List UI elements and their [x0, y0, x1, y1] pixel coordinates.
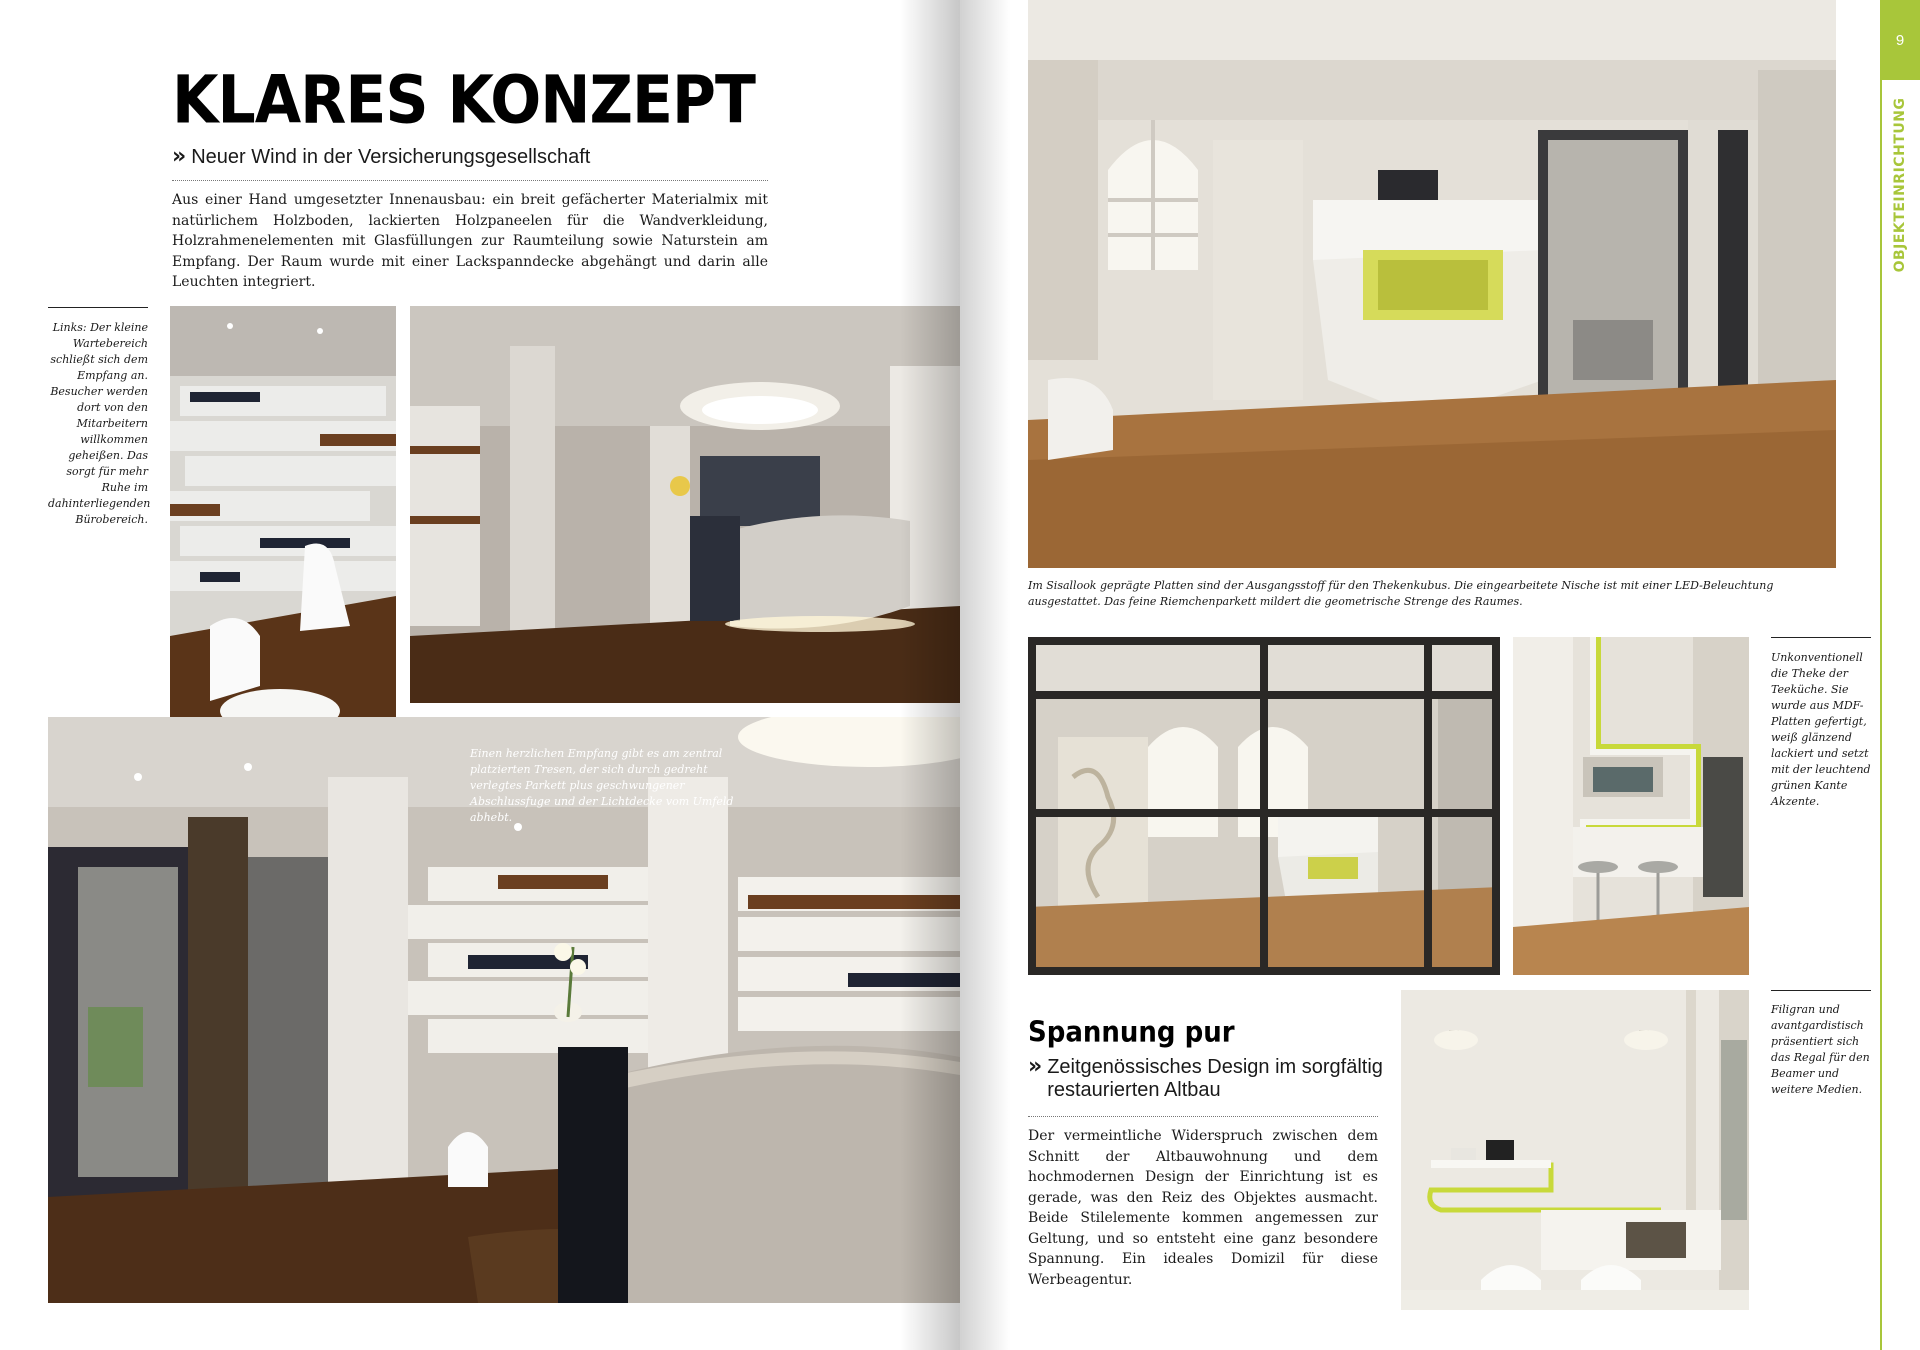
- section-tab: [1880, 0, 1920, 1350]
- section-subheadline-text: Zeitgenössisches Design im sorgfältig restaurierten Altbau: [1047, 1056, 1383, 1101]
- caption-reception-counter: Einen herzlichen Empfang gibt es am zentral platzierten Tresen, der sich durch gedreht verlegtes Parkett plus geschwungener Abschlussfuge und der Lichtdecke vom Umfeld abhebt.: [470, 747, 734, 824]
- page-gutter-shadow: [900, 0, 960, 1350]
- dotted-divider: [172, 180, 768, 181]
- intro-paragraph: Aus einer Hand umgesetzter Innenausbau: ein breit gefächerter Materialmix mit natürlichem Holzboden, lackierten Holzpaneelen für die Wandverkleidung, Holzrahmenelementen mit Glasfüllungen zur Raumteilung sowie Naturstein am Empfang. Der Raum wurde mit einer Lackspanndecke abgehängt und darin alle Leuchten integriert.: [172, 192, 768, 290]
- section-heading: Spannung pur: [1028, 1016, 1235, 1049]
- subheadline: [172, 146, 590, 169]
- page-number: 9: [1880, 0, 1920, 80]
- caption-rule: [48, 307, 148, 308]
- caption-front-desk: Im Sisallook geprägte Platten sind der Ausgangsstoff für den Thekenkubus. Die eingearbeitete Nische ist mit einer LED-Beleuchtung ausgestattet. Das feine Riemchenparkett mildert die geometrische Strenge des Raumes.: [1028, 579, 1774, 608]
- section-subheadline: [1028, 1056, 1388, 1102]
- double-chevron-icon: »: [172, 144, 182, 169]
- double-chevron-icon: »: [1028, 1054, 1038, 1079]
- photo-tea-kitchen: [1513, 637, 1749, 975]
- caption-media-shelf: Filigran und avantgardistisch präsentiert sich das Regal für den Beamer und weitere Medien.: [1771, 1003, 1870, 1096]
- photo-glass-partition: [1028, 637, 1500, 975]
- page-gutter-shadow: [960, 0, 1010, 1350]
- section-paragraph: Der vermeintliche Widerspruch zwischen dem Schnitt der Altbauwohnung und dem hochmodernen Design der Einrichtung ist es gerade, was den Reiz des Objektes ausmacht. Beide Stilelemente kommen angemessen zur Geltung, und so entsteht eine ganz besondere Spannung. Ein ideales Domizil für diese Werbeagentur.: [1028, 1128, 1378, 1288]
- dotted-divider: [1028, 1116, 1378, 1117]
- caption-waiting-area: Links: Der kleine Wartebereich schließt sich dem Empfang an. Besucher werden dort von den Mitarbeitern willkommen geheißen. Das sorgt für mehr Ruhe im dahinterliegenden Bürobereich.: [48, 321, 151, 526]
- photo-waiting-area: [170, 306, 396, 780]
- caption-rule: [1771, 990, 1871, 991]
- photo-front-desk: [1028, 0, 1836, 568]
- section-label: [1880, 97, 1920, 273]
- page-headline: KLARES KONZEPT: [172, 62, 755, 139]
- subheadline-text: Neuer Wind in der Versicherungsgesellschaft: [191, 146, 591, 168]
- right-page: [960, 0, 1920, 1350]
- caption-tea-kitchen: Unkonventionell die Theke der Teeküche. Sie wurde aus MDF-Platten gefertigt, weiß glänzend lackiert und setzt mit der leuchtend grünen Kante Akzente.: [1771, 651, 1871, 808]
- section-label-text: OBJEKTEINRICHTUNG: [1892, 97, 1908, 273]
- caption-rule: [1771, 637, 1871, 638]
- photo-reception-overview: [410, 306, 960, 703]
- photo-media-shelf: [1401, 990, 1749, 1310]
